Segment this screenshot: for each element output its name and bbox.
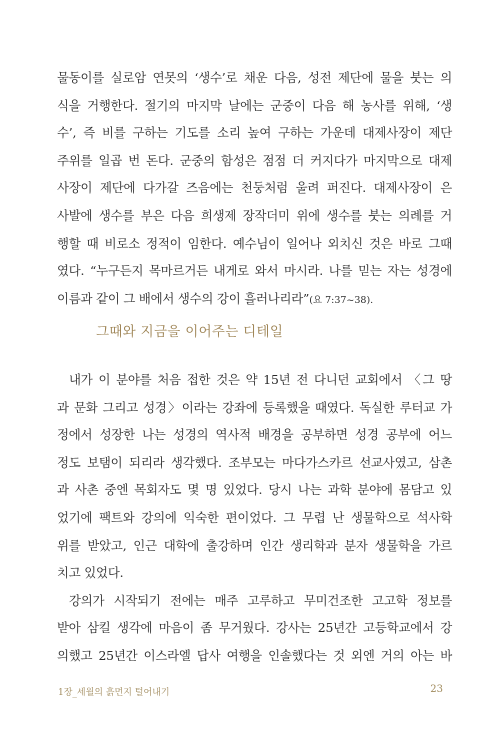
text-line: 행할 때 비로소 정적이 임한다. 예수님이 일어나 외치신 것은 바로 그때	[57, 235, 452, 251]
text-line: 강의가 시작되기 전에는 매주 고루하고 무미건조한 고고학 정보를	[69, 592, 452, 608]
section-heading: 그때와 지금을 이어주는 디테일	[96, 324, 284, 340]
text-line: 과 사촌 중엔 목회자도 몇 명 있었다. 당시 나는 과학 분야에 몸담고 있	[57, 482, 452, 498]
text-line: 주위를 일곱 번 돈다. 군중의 함성은 점점 더 커지다가 마지막으로 대제	[57, 152, 452, 168]
text-line: 였다. “누구든지 목마르거든 내게로 와서 마시라. 나를 믿는 자는 성경에	[57, 263, 452, 279]
text-line: 내가 이 분야를 처음 접한 것은 약 15년 전 다니던 교회에서 〈그 땅	[69, 372, 452, 387]
text-line: 수’, 즉 비를 구하는 기도를 소리 높여 구하는 가운데 대제사장이 제단	[57, 125, 452, 141]
text-line: 었기에 팩트와 강의에 익숙한 편이었다. 그 무렵 난 생물학으로 석사학	[57, 509, 452, 525]
paragraph-2-and-3	[57, 366, 452, 670]
text-line: 위를 받았고, 인근 대학에 출강하며 인간 생리학과 분자 생물학을 가르	[57, 537, 452, 553]
text-line: 과 문화 그리고 성경〉이라는 강좌에 등록했을 때였다. 독실한 루터교 가	[57, 399, 452, 415]
scripture-citation: (요 7:37~38).	[309, 294, 374, 306]
text-line: 식을 거행한다. 절기의 마지막 날에는 군중이 다음 해 농사를 위해, ‘생	[57, 97, 452, 113]
text-line-with-citation	[57, 285, 452, 313]
text-line: 사장이 제단에 다가갈 즈음에는 천둥처럼 울려 퍼진다. 대제사장이 은	[57, 180, 452, 196]
text-line: 의했고 25년간 이스라엘 답사 여행을 인솔했다는 것 외엔 거의 아는 바	[57, 647, 452, 663]
text-line: 치고 있었다.	[57, 565, 124, 581]
text-line: 정도 보탬이 되리라 생각했다. 조부모는 마다가스카르 선교사였고, 삼촌	[57, 454, 452, 470]
text-line: 이름과 같이 그 배에서 생수의 강이 흘러나리라”	[57, 290, 310, 306]
page-number: 23	[430, 684, 443, 695]
running-footer-chapter: 1장_세월의 흙먼지 털어내기	[58, 688, 170, 698]
paragraph-1	[57, 64, 452, 312]
text-line: 사발에 생수를 부은 다음 희생제 장작더미 위에 생수를 붓는 의례를 거	[57, 207, 452, 223]
text-line: 정에서 성장한 나는 성경의 역사적 배경을 공부하면 성경 공부에 어느	[57, 427, 452, 443]
text-line: 물동이를 실로암 연못의 ‘생수’로 채운 다음, 성전 제단에 물을 붓는 의	[57, 70, 452, 85]
text-line: 받아 삼킬 생각에 마음이 좀 무거웠다. 강사는 25년간 고등학교에서 강	[57, 620, 452, 636]
